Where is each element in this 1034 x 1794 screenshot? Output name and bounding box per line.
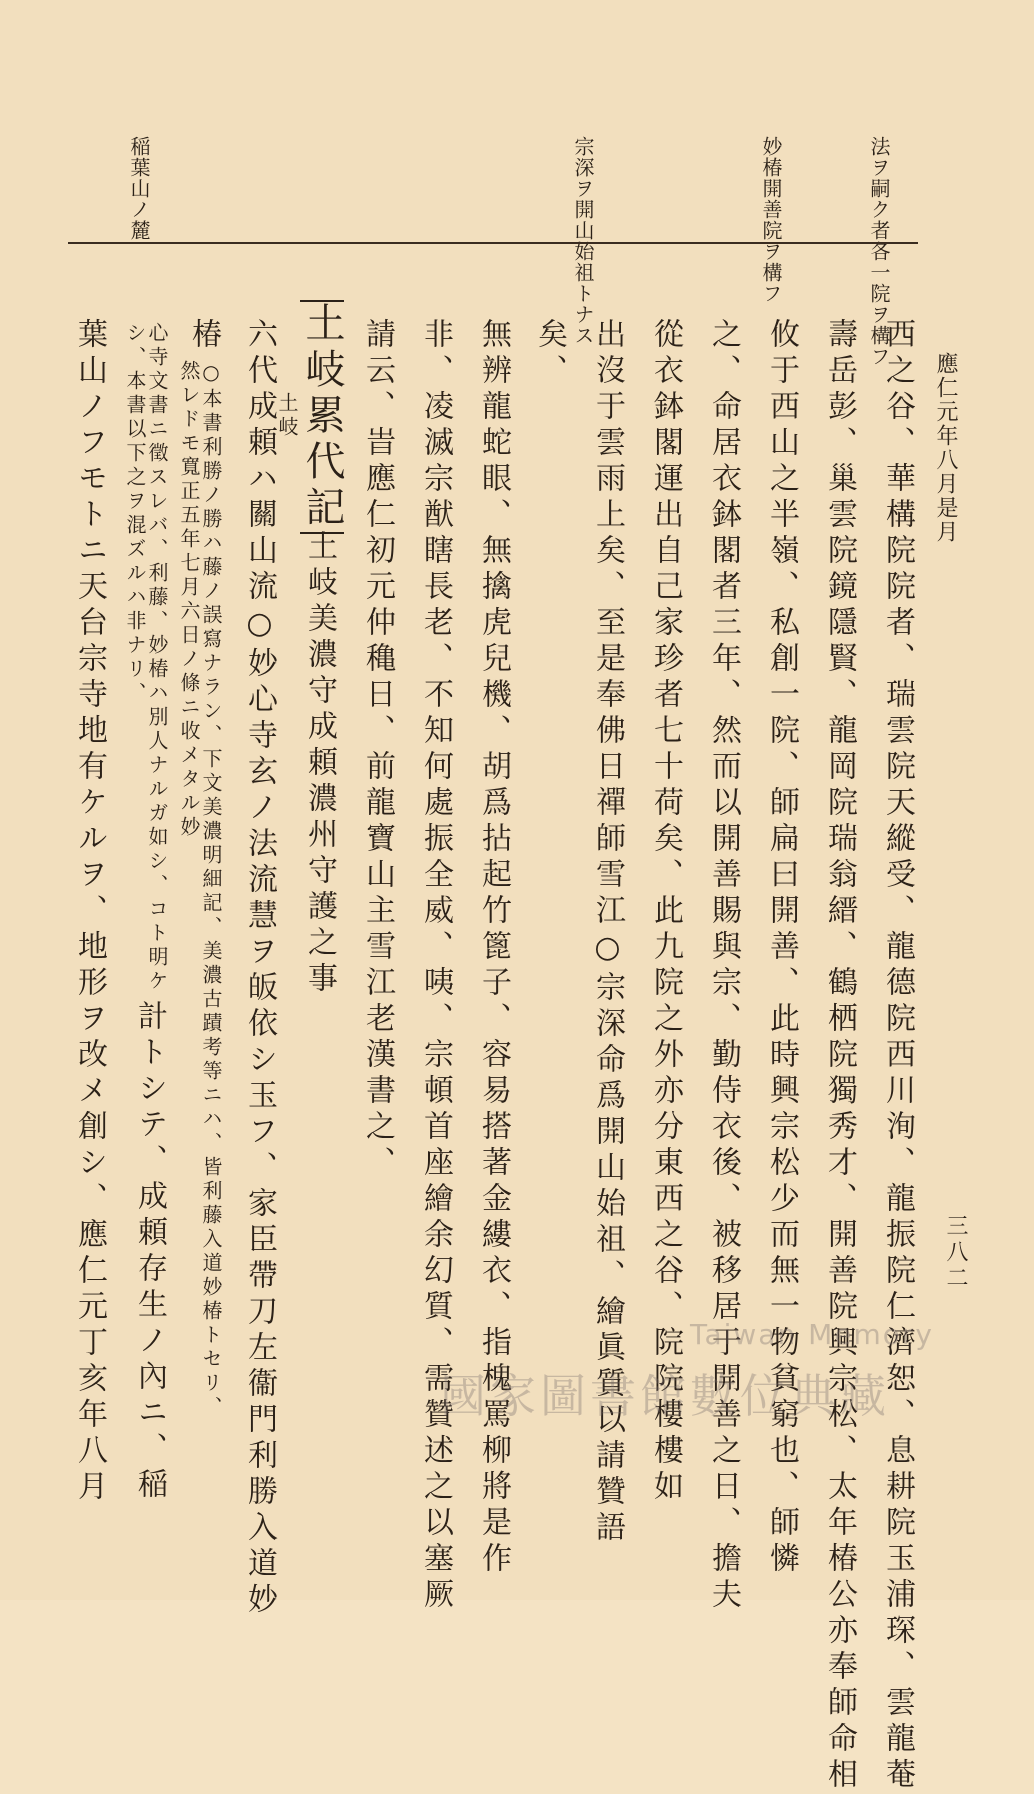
text-line: 壽岳彭、巢雲院鏡隱賢、龍岡院瑞翁縉、鶴栖院獨秀才、開善院興宗松、太年椿公亦奉師命相 [822,318,857,1794]
margin-note: 妙椿開善院ヲ構フ [759,136,783,304]
inline-annotation: 土岐 [275,392,299,440]
running-head: 應仁元年八月是月 [933,352,958,544]
text-line: 椿 [186,318,221,354]
annotation-note: 心寺文書ニ徵スレバ、利藤、妙椿ハ別人ナルガ如シ、コト明ケシ、本書以下之ヲ混ズルハ非ナリ、 [123,322,169,994]
text-line: 葉山ノフモトニ天台宗寺地有ケルヲ、地形ヲ改メ創シ、應仁元丁亥年八月 [72,318,107,1506]
section-heading: 土岐累代記 [299,302,345,532]
text-line: 從衣鉢閣運出自己家珍者七十荷矣、此九院之外亦分東西之谷、院院樓樓如 [648,318,683,1506]
annotation-note: ○本書利勝ノ勝ハ藤ノ誤寫ナラン、下文美濃明細記、美濃古蹟考等ニハ、皆利藤入道妙椿トセリ、然レドモ寬正五年七月六日ノ條ニ收メタル妙 [177,360,223,1420]
text-line: 矣、 [532,318,567,390]
watermark-latin: Taiwan Memory [690,1318,934,1351]
page-number: 三八二 [943,1214,968,1292]
margin-note: 法ヲ嗣ク者各一院ヲ構フ [867,136,891,367]
text-line: 請云、旹應仁初元仲穐日、前龍寶山主雪江老漢書之、 [360,318,395,1182]
text-line: 出沒于雲雨上矣、至是奉佛日禪師雪江○宗深命爲開山始祖、繪眞質以請贊語 [590,318,625,1547]
text-line: 攸于西山之半嶺、私創一院、師扁曰開善、此時興宗松少而無一物貧窮也、師憐 [764,318,799,1578]
text-line: 西之谷、華構院院者、瑞雲院天縱受、龍德院西川洵、龍振院仁濟恕、息耕院玉浦琛、雲龍菴 [880,318,915,1794]
margin-note: 稲葉山ノ麓 [127,136,151,241]
section-heading-title: 土岐美濃守成頼濃州守護之事 [302,530,337,998]
text-line: 之、命居衣鉢閣者三年、然而以開善賜與宗、勤侍衣後、被移居于開善之日、擔夫 [706,318,741,1614]
text-line: 無辨龍蛇眼、無擒虎兒機、胡爲拈起竹篦子、容易搭著金縷衣、指槐罵柳將是作 [476,318,511,1578]
margin-divider [68,242,918,244]
watermark: 國家圖書館數位典藏 [440,1369,890,1423]
text-line: 六代成頼ハ關山流○妙心寺玄ノ法流慧ヲ皈依シ玉フ、家臣帶刀左衞門利勝入道妙 [242,318,277,1619]
margin-note: 宗深ヲ開山始祖トナス [571,136,595,346]
text-line: 非、凌滅宗猷瞎長老、不知何處振全威、咦、宗頓首座繪余幻質、需贊述之以塞厥 [418,318,453,1614]
text-line: 計トシテ、成頼存生ノ內ニ、稲 [132,1000,167,1504]
